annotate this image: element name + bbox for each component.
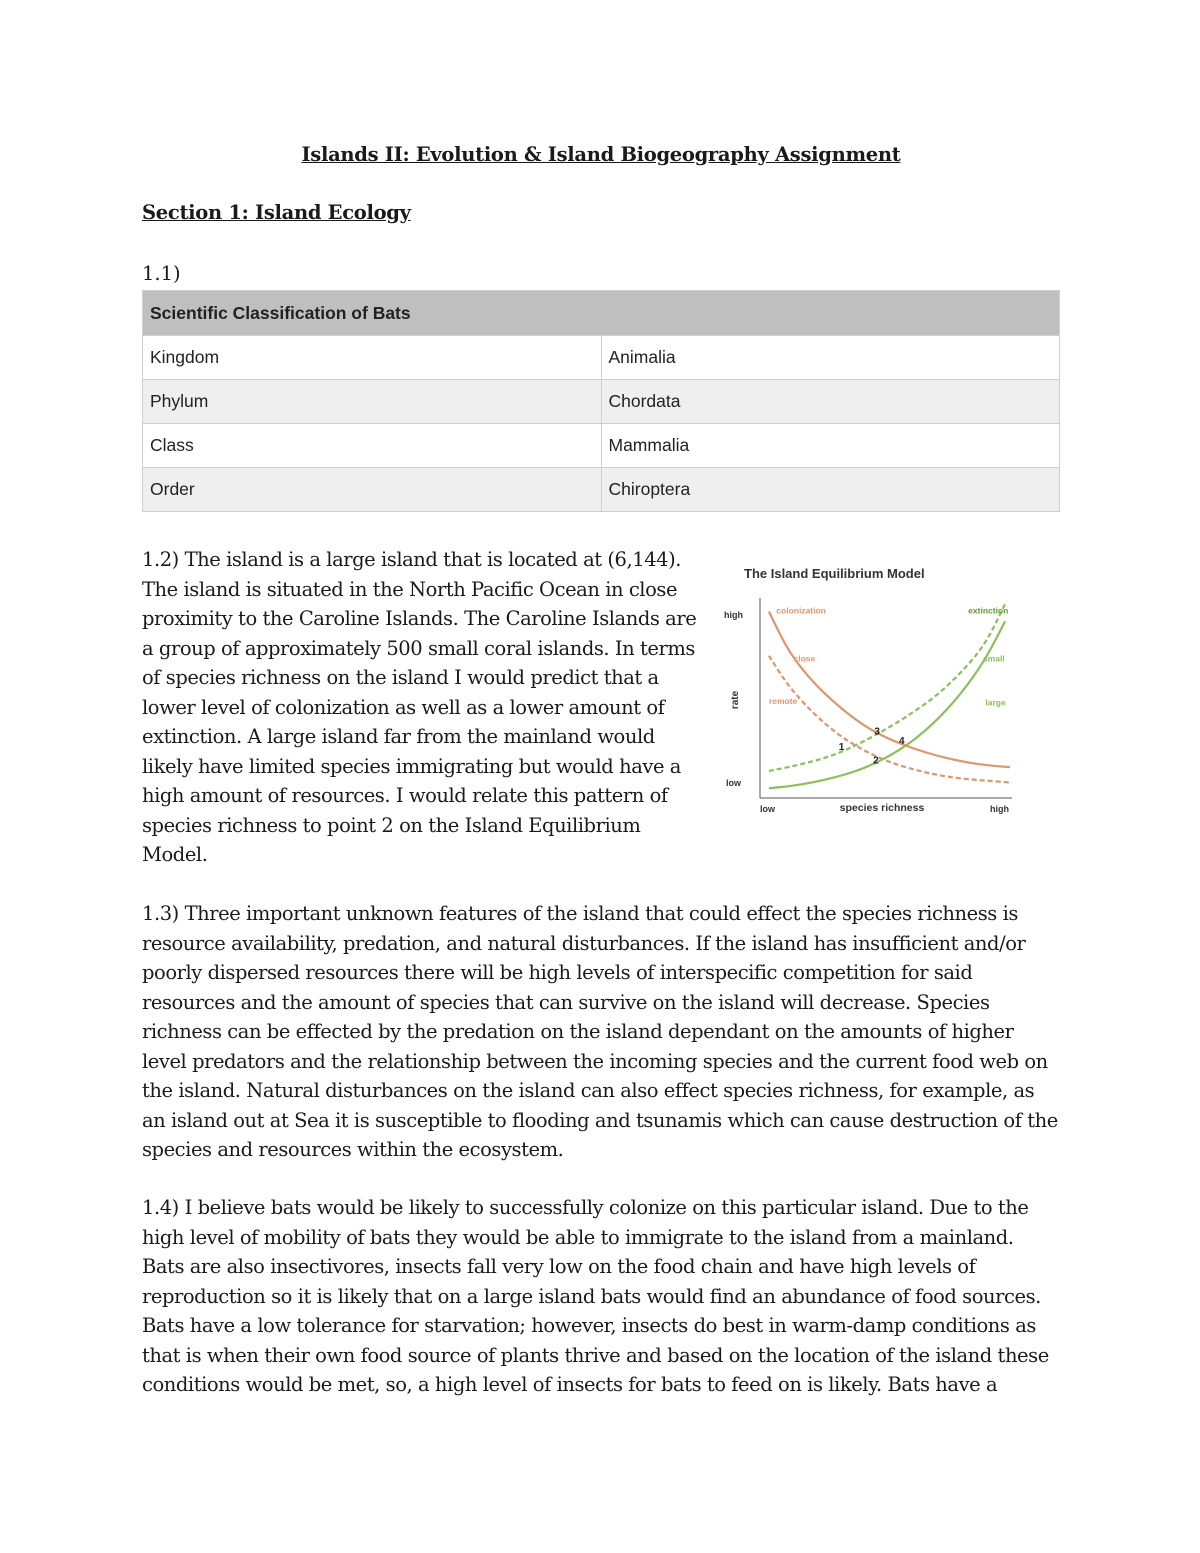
answer-1-4: 1.4) I believe bats would be likely to successfully colonize on this particular island. Due to the high level of mobility of bats they would be able to immigrate to the island from a mainland. Bats are also insectivores, insects fall very low on the food chain and have high levels of reproduction so it is likely that on a large island bats would find an abundance of food sources. Bats have a low tolerance for starvation; however, insects do best in warm-damp conditions as that is when their own food source of plants thrive and based on the location of the island these conditions would be met, so, a high level of insects for bats to feed on is likely. Bats have a bbox=[142, 1196, 1049, 1396]
y-tick-high: high bbox=[724, 610, 743, 620]
annotation-close: close bbox=[793, 653, 816, 664]
x-tick-high: high bbox=[990, 804, 1009, 814]
table-cell-value: Mammalia bbox=[601, 424, 1060, 468]
series-line-colonization-close bbox=[769, 612, 1010, 768]
document-title: Islands II: Evolution & Island Biogeography Assignment bbox=[301, 143, 901, 166]
annotation-large: large bbox=[985, 697, 1006, 708]
equilibrium-point-1: 1 bbox=[838, 741, 845, 753]
table-row bbox=[143, 380, 1060, 424]
annotation-colonization: colonization bbox=[776, 605, 826, 616]
y-axis-label: rate bbox=[730, 690, 741, 710]
equilibrium-point-2: 2 bbox=[873, 755, 879, 767]
table-cell-rank: Class bbox=[143, 424, 602, 468]
point-layer bbox=[839, 726, 905, 766]
equilibrium-point-4: 4 bbox=[898, 736, 905, 748]
table-cell-value: Chordata bbox=[601, 380, 1060, 424]
annotation-extinction: extinction bbox=[968, 605, 1009, 616]
chart-svg bbox=[720, 560, 1020, 820]
equilibrium-point-3: 3 bbox=[874, 726, 880, 738]
series-layer bbox=[769, 604, 1010, 788]
table-row bbox=[143, 336, 1060, 380]
annotation-layer bbox=[769, 606, 1008, 708]
table-header: Scientific Classification of Bats bbox=[143, 291, 1060, 336]
table-row bbox=[143, 424, 1060, 468]
island-equilibrium-chart bbox=[720, 560, 1020, 820]
chart-title: The Island Equilibrium Model bbox=[744, 566, 925, 581]
table-cell-rank: Kingdom bbox=[143, 336, 602, 380]
question-1-1-label: 1.1) bbox=[142, 262, 181, 285]
table-cell-value: Chiroptera bbox=[601, 468, 1060, 512]
table-cell-rank: Phylum bbox=[143, 380, 602, 424]
series-line-extinction-small bbox=[769, 604, 1005, 771]
x-axis-label: species richness bbox=[839, 802, 925, 814]
table-cell-rank: Order bbox=[143, 468, 602, 512]
answer-1-3: 1.3) Three important unknown features of the island that could effect the species richness is resource availability, predation, and natural disturbances. If the island has insufficient and/or poorly dispersed resources there will be high levels of interspecific competition for said resources and the amount of species that can survive on the island will decrease. Species richness can be effected by the predation on the island dependant on the amounts of higher level predators and the relationship between the incoming species and the current food web on the island. Natural disturbances on the island can also effect species richness, for example, as an island out at Sea it is susceptible to flooding and tsunamis which can cause destruction of the species and resources within the ecosystem. bbox=[142, 902, 1058, 1161]
table-cell-value: Animalia bbox=[601, 336, 1060, 380]
x-tick-low: low bbox=[760, 804, 775, 814]
annotation-small: small bbox=[982, 653, 1005, 664]
classification-table bbox=[142, 290, 1060, 512]
table-row bbox=[143, 468, 1060, 512]
section-heading: Section 1: Island Ecology bbox=[142, 201, 411, 224]
answer-1-2: 1.2) The island is a large island that is located at (6,144). The island is situated in the North Pacific Ocean in close proximity to the Caroline Islands. The Caroline Islands are a group of approximately 500 small coral islands. In terms of species richness on the island I would predict that a lower level of colonization as well as a lower amount of extinction. A large island far from the mainland would likely have limited species immigrating but would have a high amount of resources. I would relate this pattern of species richness to point 2 on the Island Equilibrium Model. bbox=[142, 548, 697, 866]
y-tick-low: low bbox=[726, 778, 741, 788]
annotation-remote: remote bbox=[768, 695, 798, 706]
